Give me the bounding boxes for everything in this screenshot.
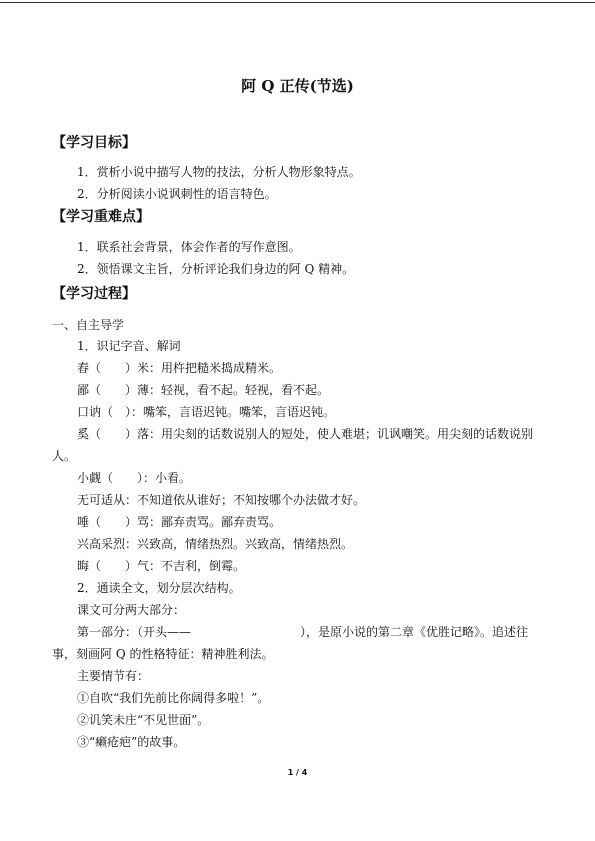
vocab-line: 舂（ ）米：用杵把糙米捣成精米。 [77, 361, 282, 375]
plot-item-1: ①自吹“我们先前比你阔得多啦！”。 [77, 691, 270, 705]
key-point-item-1: 1．联系社会背景，体会作者的写作意图。 [77, 240, 301, 254]
heading-key-points: 【学习重难点】 [52, 209, 150, 225]
step-one-title: 1．识记字音、解词 [77, 339, 181, 353]
vocab-line: 口讷（ ）：嘴笨，言语迟钝。嘴笨，言语迟钝。 [77, 405, 336, 419]
vocab-line: 唾（ ）骂：鄙弃责骂。鄙弃责骂。 [77, 515, 282, 529]
goal-item-1: 1．赏析小说中描写人物的技法，分析人物形象特点。 [77, 165, 361, 179]
vocab-line: 兴高采烈：兴致高，情绪热烈。兴致高，情绪热烈。 [77, 537, 354, 551]
heading-learning-process: 【学习过程】 [52, 286, 136, 302]
header-rule [0, 2, 595, 3]
vocab-line: 无可适从：不知道依从谁好；不知按哪个办法做才好。 [77, 493, 366, 507]
step-two-title: 2．通读全文，划分层次结构。 [77, 581, 241, 595]
vocab-line: 鄙（ ）薄：轻视，看不起。轻视，看不起。 [77, 383, 330, 397]
part-one-title: 一、自主导学 [52, 318, 125, 332]
structure-intro: 课文可分两大部分： [77, 603, 186, 617]
first-part-description: ），是原小说的第二章《优胜记略》。追述往 [300, 625, 529, 639]
key-point-item-2: 2．领悟课文主旨，分析评论我们身边的阿 Q 精神。 [77, 262, 355, 276]
page-number: 1 / 4 [287, 768, 308, 777]
document-title: 阿 Q 正传(节选) [241, 77, 354, 95]
vocab-line: 奚（ ）落：用尖刻的话数说别人的短处，使人难堪；讥讽嘲笑。用尖刻的话数说别 [77, 427, 534, 441]
goal-item-2: 2．分析阅读小说讽刺性的语言特色。 [77, 187, 277, 201]
vocab-line: 小觑（ ）：小看。 [77, 471, 192, 485]
heading-learning-goals: 【学习目标】 [52, 135, 136, 151]
plot-item-2: ②讥笑未庄“不见世面”。 [77, 713, 210, 727]
first-part-label: 第一部分：（开头—— [77, 625, 192, 639]
main-plot-label: 主要情节有： [77, 669, 150, 683]
vocab-line: 晦（ ）气：不吉利，倒霉。 [77, 559, 246, 573]
first-part-description-continued: 事，刻画阿 Q 的性格特征：精神胜利法。 [52, 647, 274, 661]
vocab-line-continuation: 人。 [52, 449, 77, 463]
plot-item-3: ③“癞疮疤”的故事。 [77, 735, 186, 749]
